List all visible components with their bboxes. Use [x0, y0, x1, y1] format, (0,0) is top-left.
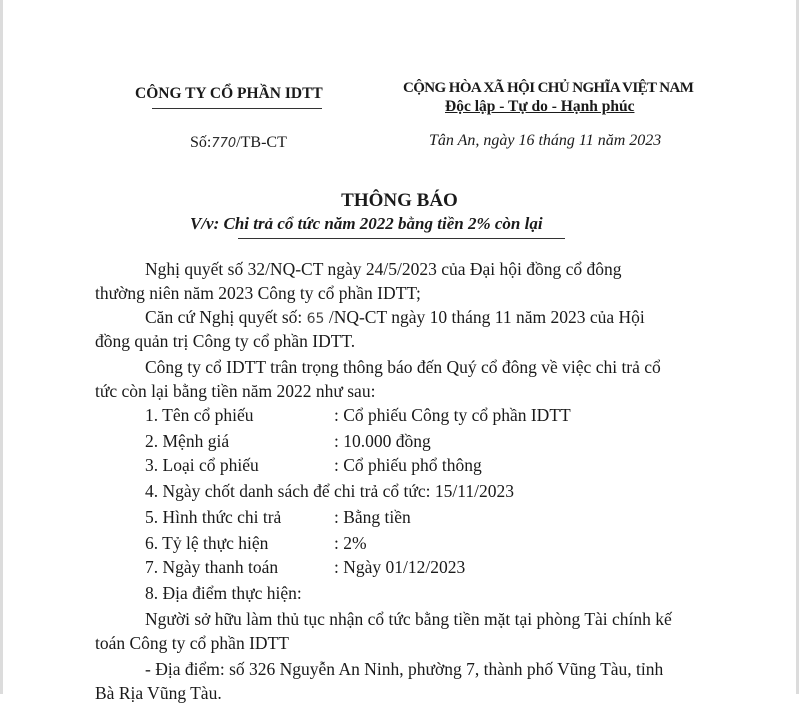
list-item-label: 6. Tỷ lệ thực hiện	[145, 533, 269, 553]
paragraph-line: thường niên năm 2023 Công ty cổ phần IDTT;	[95, 283, 421, 303]
paragraph-text: Căn cứ Nghị quyết số:	[145, 307, 307, 327]
subject-underline	[238, 238, 565, 239]
doc-number-prefix: Số:	[190, 134, 212, 151]
list-item-label: 7. Ngày thanh toán	[145, 557, 279, 577]
place-date: Tân An, ngày 16 tháng 11 năm 2023	[429, 132, 662, 149]
resolution-number-handwritten: 65	[306, 311, 325, 327]
company-underline	[152, 108, 322, 109]
paragraph-line: đồng quản trị Công ty cổ phần IDTT.	[95, 331, 356, 351]
list-item-value: : Ngày 01/12/2023	[334, 557, 466, 577]
document-subject: V/v: Chi trả cổ tức năm 2022 bằng tiền 2% còn lại	[190, 214, 543, 233]
list-item-value: : Cổ phiếu Công ty cổ phần IDTT	[334, 405, 571, 425]
list-item-label: 1. Tên cổ phiếu	[145, 405, 254, 425]
paragraph-line	[145, 307, 645, 328]
paragraph-line: Người sở hữu làm thủ tục nhận cổ tức bằng tiền mặt tại phòng Tài chính kế	[145, 609, 672, 629]
doc-number-suffix: /TB-CT	[236, 134, 287, 151]
national-motto: Độc lập - Tự do - Hạnh phúc	[445, 98, 635, 115]
list-item-value: : 10.000 đồng	[334, 431, 431, 451]
document-heading: THÔNG BÁO	[341, 190, 458, 211]
paragraph-line: toán Công ty cổ phần IDTT	[95, 633, 289, 653]
paragraph-line: Công ty cổ IDTT trân trọng thông báo đến Quý cổ đông về việc chi trả cổ	[145, 357, 661, 377]
scan-edge-left	[0, 0, 3, 694]
list-item-label: 3. Loại cổ phiếu	[145, 455, 259, 475]
doc-number-handwritten: 770	[211, 136, 237, 151]
list-item-label: 4. Ngày chốt danh sách để chi trả cổ tức: 15/11/2023	[145, 481, 514, 501]
paragraph-line: - Địa điểm: số 326 Nguyễn An Ninh, phường 7, thành phố Vũng Tàu, tỉnh	[145, 659, 664, 679]
document-number	[190, 134, 287, 152]
list-item-label: 2. Mệnh giá	[145, 431, 230, 451]
list-item-value: : 2%	[334, 533, 367, 553]
paragraph-text: /NQ-CT ngày 10 tháng 11 năm 2023 của Hội	[324, 307, 645, 327]
list-item-value: : Bằng tiền	[334, 507, 411, 527]
list-item-value: : Cổ phiếu phổ thông	[334, 455, 482, 475]
paragraph-line: tức còn lại bằng tiền năm 2022 như sau:	[95, 381, 376, 401]
nation-title: CỘNG HÒA XÃ HỘI CHỦ NGHĨA VIỆT NAM	[403, 80, 694, 96]
company-name: CÔNG TY CỔ PHẦN IDTT	[135, 85, 323, 102]
paragraph-line: Nghị quyết số 32/NQ-CT ngày 24/5/2023 của Đại hội đồng cổ đông	[145, 259, 622, 279]
list-item-label: 5. Hình thức chi trả	[145, 507, 282, 527]
paragraph-line: Bà Rịa Vũng Tàu.	[95, 683, 222, 703]
list-item-label: 8. Địa điểm thực hiện:	[145, 583, 302, 603]
